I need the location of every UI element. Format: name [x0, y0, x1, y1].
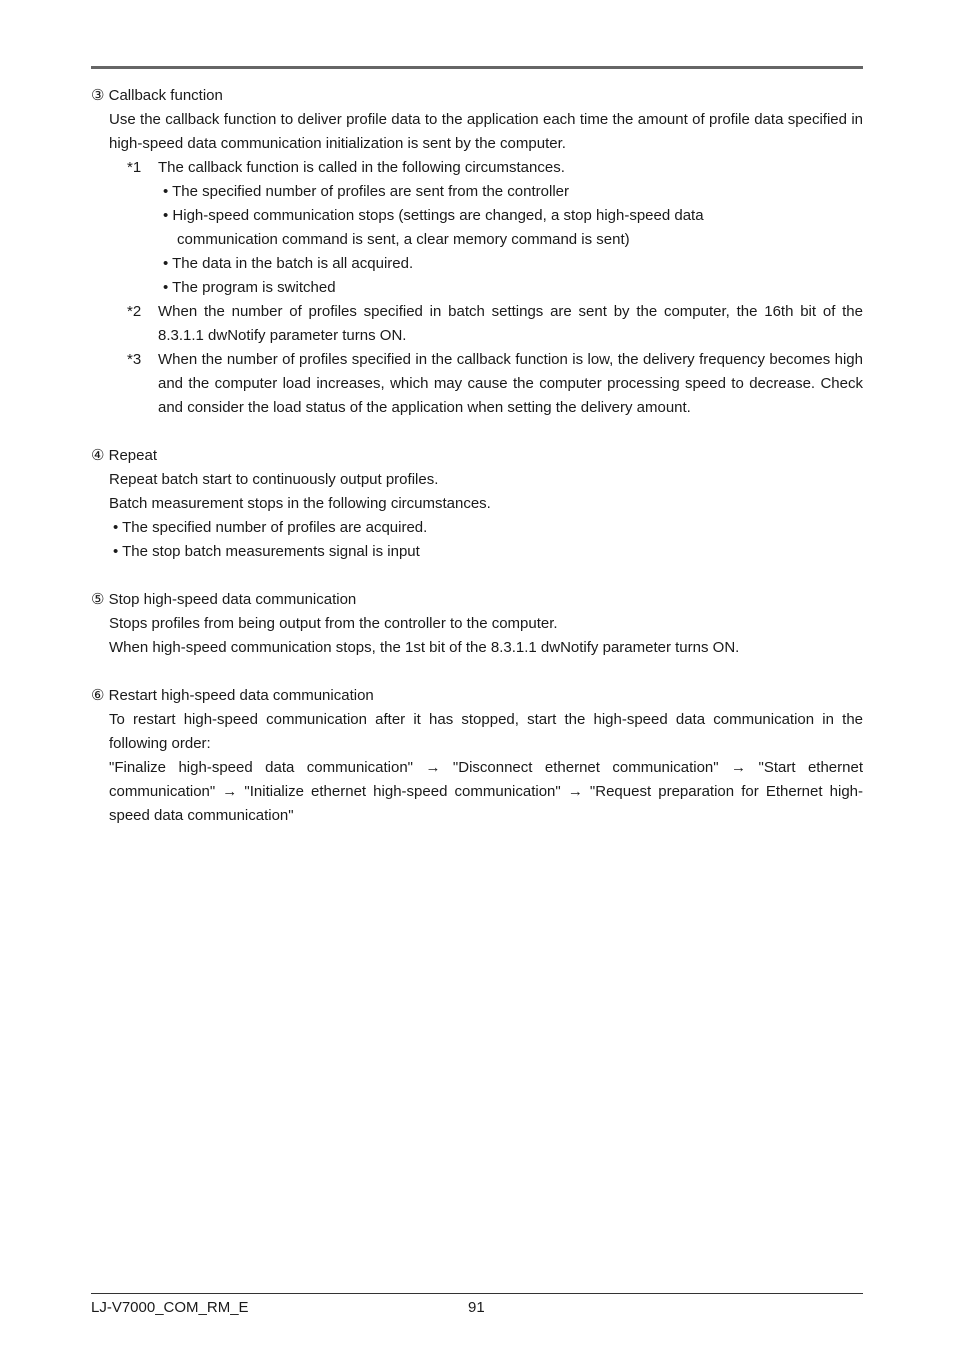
note-3-mark: *3 [127, 351, 142, 368]
callback-intro: Use the callback function to deliver profile data to the application each time the amount of profile data specified in high-speed data communication initialization is sent by the computer. [109, 111, 863, 152]
page-body [91, 84, 863, 828]
restart-para-2: "Finalize high-speed data communication" → "Disconnect ethernet communication" → "Start ethernet communication" → "Initialize ethernet high-speed communication" → "Request preparation for Ethernet high-speed data communication" [109, 759, 863, 824]
repeat-line-2: Batch measurement stops in the following circumstances. [109, 495, 491, 512]
list-item: • High-speed communication stops (settings are changed, a stop high-speed data [163, 207, 704, 224]
list-item: • The specified number of profiles are sent from the controller [163, 183, 570, 200]
page-number: 91 [468, 1299, 485, 1316]
note-1-mark: *1 [127, 159, 142, 176]
section-heading-stop: ⑤ Stop high-speed data communication [91, 591, 357, 608]
repeat-line-1: Repeat batch start to continuously output profiles. [109, 471, 439, 488]
stop-line-2: When high-speed communication stops, the 1st bit of the 8.3.1.1 dwNotify parameter turns ON. [109, 639, 740, 656]
note-1 [127, 156, 863, 180]
stop-line-1: Stops profiles from being output from the controller to the computer. [109, 615, 558, 632]
footer-doc-id: LJ-V7000_COM_RM_E [91, 1299, 249, 1316]
restart-para-1: To restart high-speed communication after it has stopped, start the high-speed data communication in the following order: [109, 711, 863, 752]
note-3-text: When the number of profiles specified in the callback function is low, the delivery frequency becomes high and the computer load increases, which may cause the computer processing speed to decrease. Check and consider the load status of the application when setting the delivery amount. [158, 351, 863, 416]
note-3 [127, 348, 863, 420]
list-item: • The stop batch measurements signal is input [113, 543, 420, 560]
note-2-text: When the number of profiles specified in batch settings are sent by the computer, the 16th bit of the 8.3.1.1 dwNotify parameter turns ON. [158, 303, 863, 344]
list-item: • The program is switched [163, 279, 336, 296]
list-item-continuation: communication command is sent, a clear memory command is sent) [177, 231, 630, 248]
note-2-mark: *2 [127, 303, 142, 320]
section-heading-repeat: ④ Repeat [91, 447, 157, 464]
list-item: • The specified number of profiles are acquired. [113, 519, 428, 536]
list-item: • The data in the batch is all acquired. [163, 255, 414, 272]
footer-rule [91, 1293, 863, 1294]
note-2 [127, 300, 863, 348]
header-rule [91, 66, 863, 69]
note-1-text: The callback function is called in the following circumstances. [158, 159, 565, 176]
section-heading-callback: ③ Callback function [91, 87, 223, 104]
section-heading-restart: ⑥ Restart high-speed data communication [91, 687, 374, 704]
